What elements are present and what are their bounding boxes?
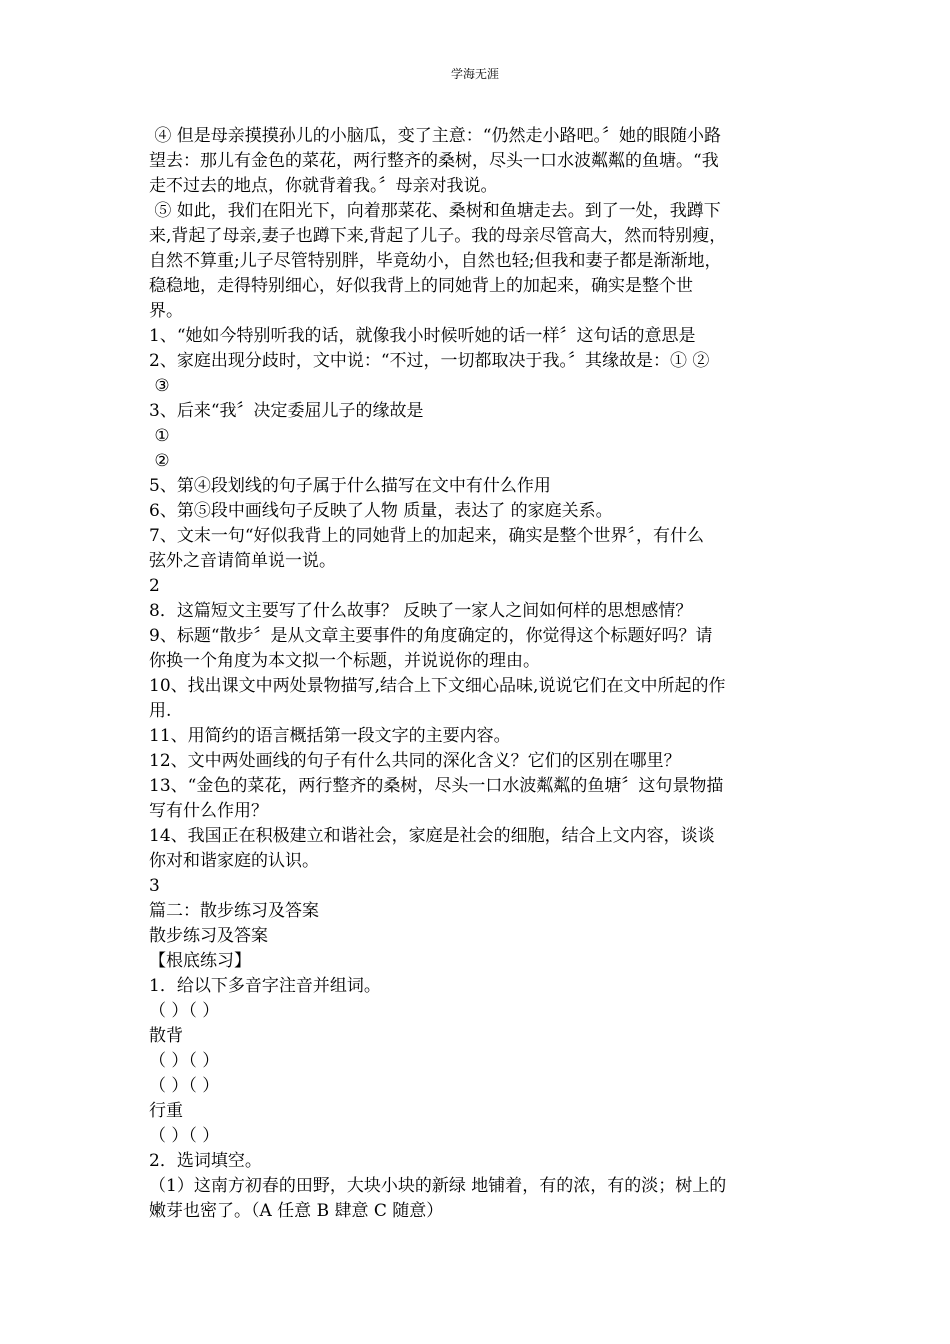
question-13-continued: 写有什么作用？ [149,801,268,821]
question-5: 5、第④段划线的句子属于什么描写在文中有什么作用 [149,476,551,496]
paragraph-5-line-3: 自然不算重;儿子尽管特别胖，毕竟幼小，自然也轻;但我和妻子都是渐渐地， [149,251,722,271]
paragraph-4-line-3: 走不过去的地点，你就背着我。〞母亲对我说。 [149,176,498,196]
question-3: 3、后来“我〞决定委屈儿子的缘故是 [149,401,424,421]
exercise-2-item-1-continued: 嫩芽也密了。（A 任意 B 肆意 C 随意） [149,1201,444,1221]
question-9-continued: 你换一个角度为本文拟一个标题，并说说你的理由。 [149,651,540,671]
paragraph-5-line-5: 界。 [149,301,183,321]
document-body [149,124,799,1224]
question-2: 2、家庭出现分歧时，文中说：“不过，一切都取决于我。〞其缘故是：① ② [149,351,710,371]
question-3-item-2: ② [149,451,170,471]
question-2-continued: ③ [149,376,170,396]
page-number-2: 2 [149,576,160,596]
question-1: 1、“她如今特别听我的话，就像我小时候听她的话一样〞这句话的意思是 [149,326,696,346]
section-title: 篇二：散步练习及答案 [149,901,319,921]
paragraph-4-line-2: 望去：那儿有金色的菜花，两行整齐的桑树，尽头一口水波粼粼的鱼塘。“我 [149,151,719,171]
question-14: 14、我国正在积极建立和谐社会，家庭是社会的细胞，结合上文内容，谈谈 [149,826,715,846]
question-10: 10、找出课文中两处景物描写,结合上下文细心品味,说说它们在文中所起的作 [149,676,726,696]
section-subtitle: 散步练习及答案 [149,926,268,946]
question-7: 7、文末一句“好似我背上的同她背上的加起来，确实是整个世界〞，有什么 [149,526,705,546]
paragraph-5-line-4: 稳稳地，走得特别细心，好似我背上的同她背上的加起来，确实是整个世 [149,276,693,296]
question-6: 6、第⑤段中画线句子反映了人物 质量，表达了 的家庭关系。 [149,501,613,521]
basic-practice-heading: 【根底练习】 [149,951,251,971]
paragraph-5-line-1: ⑤ 如此，我们在阳光下，向着那菜花、桑树和鱼塘走去。到了一处，我蹲下 [149,201,721,221]
exercise-1: 1．给以下多音字注音并组词。 [149,976,381,996]
page-header: 学海无涯 [450,67,499,81]
exercise-2: 2．选词填空。 [149,1151,262,1171]
paragraph-4-line-1: ④ 但是母亲摸摸孙儿的小脑瓜，变了主意：“仍然走小路吧。〞她的眼随小路 [149,126,721,146]
exercise-2-item-1: （1）这南方初春的田野，大块小块的新绿 地铺着，有的浓，有的淡；树上的 [149,1176,727,1196]
question-7-continued: 弦外之音请简单说一说。 [149,551,336,571]
question-8: 8．这篇短文主要写了什么故事？ 反映了一家人之间如何样的思想感情？ [149,601,693,621]
paragraph-5-line-2: 来,背起了母亲,妻子也蹲下来,背起了儿子。我的母亲尽管高大，然而特别瘦， [149,226,727,246]
question-3-item-1: ① [149,426,170,446]
exercise-1-blanks-1: （ ）（ ） [149,1001,220,1021]
exercise-1-chars-2: 行重 [149,1101,183,1121]
question-11: 11、用简约的语言概括第一段文字的主要内容。 [149,726,511,746]
exercise-1-chars-1: 散背 [149,1026,183,1046]
page-number-3: 3 [149,876,160,896]
question-12: 12、文中两处画线的句子有什么共同的深化含义？它们的区别在哪里？ [149,751,681,771]
exercise-1-blanks-3: （ ）（ ） [149,1076,220,1096]
exercise-1-blanks-4: （ ）（ ） [149,1126,220,1146]
question-10-continued: 用. [149,701,172,721]
exercise-1-blanks-2: （ ）（ ） [149,1051,220,1071]
question-14-continued: 你对和谐家庭的认识。 [149,851,319,871]
question-9: 9、标题“散步〞是从文章主要事件的角度确定的，你觉得这个标题好吗？请 [149,626,713,646]
question-13: 13、“金色的菜花，两行整齐的桑树，尽头一口水波粼粼的鱼塘〞这句景物描 [149,776,724,796]
